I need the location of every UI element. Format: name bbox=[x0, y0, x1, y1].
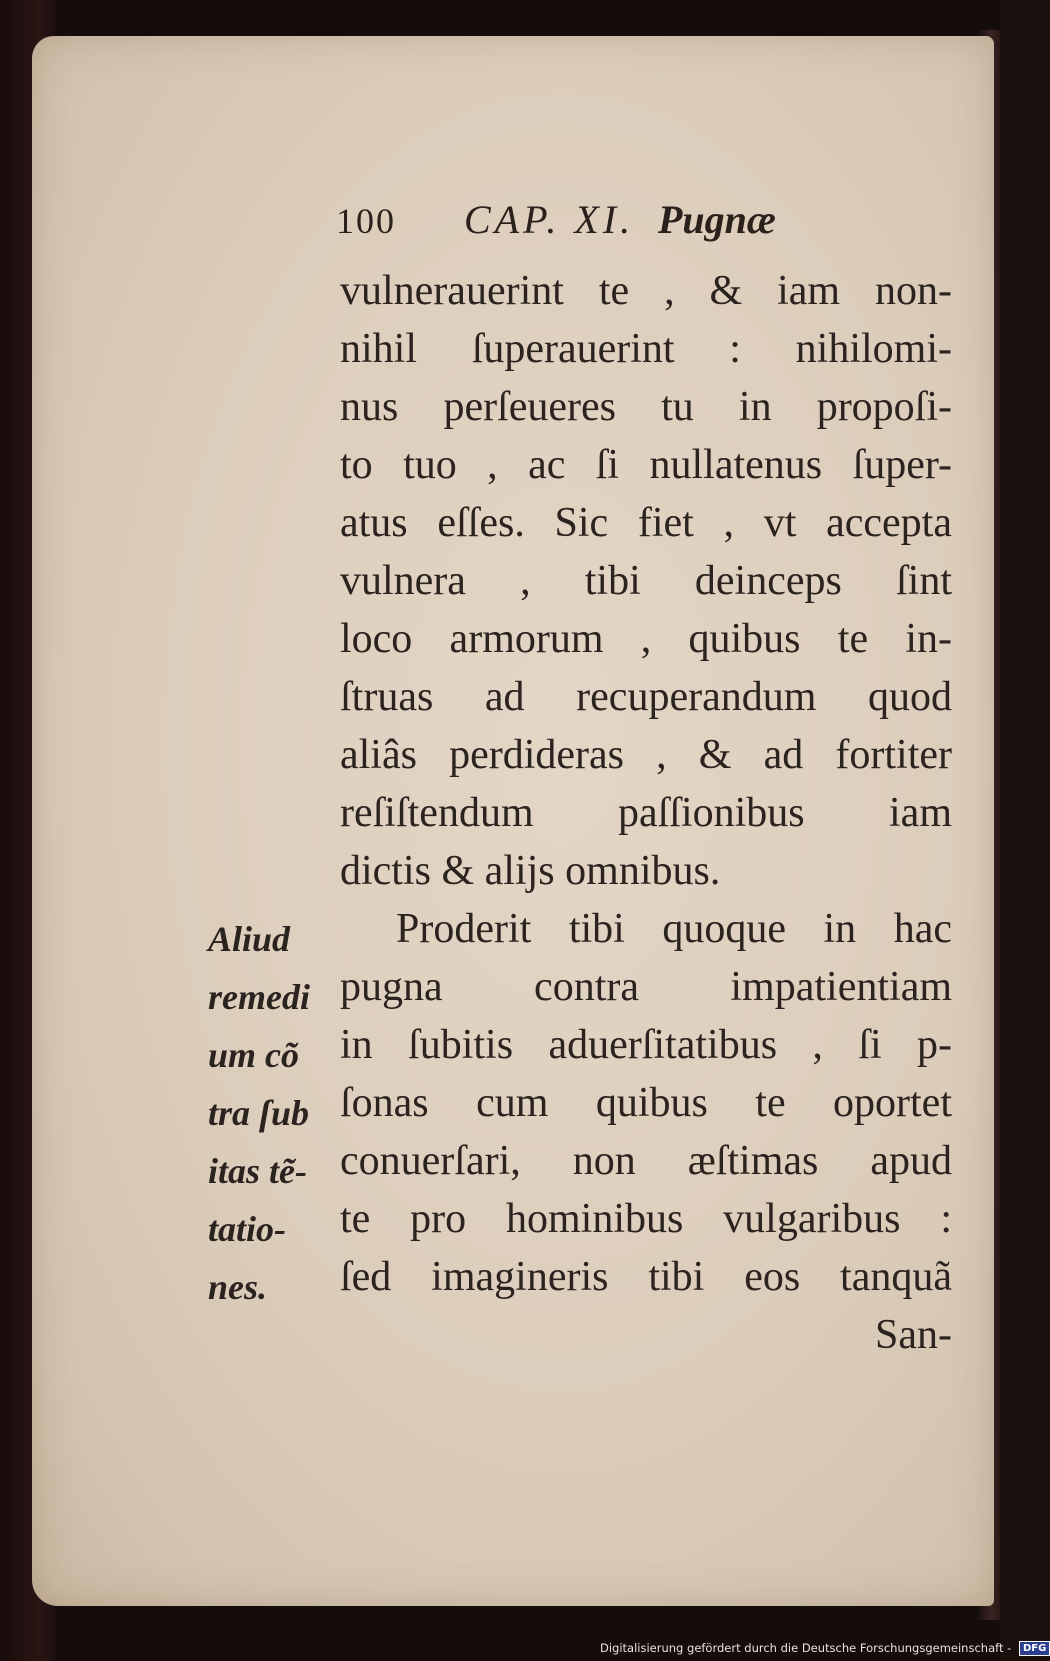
text-line: aliâs perdideras , & ad fortiter bbox=[340, 732, 952, 778]
dfg-logo-icon: DFG bbox=[1019, 1641, 1050, 1656]
text-line: vulnera , tibi deinceps ſint bbox=[340, 558, 952, 604]
catchword: San- bbox=[875, 1312, 952, 1358]
margin-note-line: Aliud bbox=[208, 919, 291, 959]
digitization-footer bbox=[600, 1641, 1047, 1659]
text-line: nus perſeueres tu in propoſi- bbox=[340, 384, 952, 430]
text-line: te pro hominibus vulgaribus : bbox=[340, 1196, 952, 1242]
chapter-label: CAP. XI. bbox=[464, 197, 635, 242]
text-line: dictis & alijs omnibus. bbox=[340, 848, 721, 894]
text-line: Proderit tibi quoque in hac bbox=[396, 906, 952, 952]
text-line: atus eſſes. Sic fiet , vt accepta bbox=[340, 500, 952, 546]
footer-credit: Digitalisierung gefördert durch die Deutsche Forschungsgemeinschaft - bbox=[600, 1641, 1012, 1655]
text-line: in ſubitis aduerſitatibus , ſi p- bbox=[340, 1022, 952, 1068]
body-text bbox=[340, 262, 952, 1364]
text-line: reſiſtendum paſſionibus iam bbox=[340, 790, 952, 836]
text-line: to tuo , ac ſi nullatenus ſuper- bbox=[340, 442, 952, 488]
margin-note-line: nes. bbox=[208, 1267, 268, 1307]
margin-note-line: itas tẽ- bbox=[208, 1151, 307, 1191]
page-number: 100 bbox=[336, 201, 396, 241]
text-line: ſed imagineris tibi eos tanquã bbox=[340, 1254, 952, 1300]
text-line: conuerſari, non æſtimas apud bbox=[340, 1138, 952, 1184]
margin-note bbox=[208, 910, 338, 1316]
margin-note-line: um cõ bbox=[208, 1035, 300, 1075]
margin-note-line: remedi bbox=[208, 977, 310, 1017]
text-line: vulnerauerint te , & iam non- bbox=[340, 268, 952, 314]
text-line: ſtruas ad recuperandum quod bbox=[340, 674, 952, 720]
text-line: pugna contra impatientiam bbox=[340, 964, 952, 1010]
margin-note-line: tatio- bbox=[208, 1209, 286, 1249]
running-title: Pugnæ bbox=[658, 197, 776, 242]
text-line: ſonas cum quibus te oportet bbox=[340, 1080, 952, 1126]
margin-note-line: tra ſub bbox=[208, 1093, 310, 1133]
text-line: nihil ſuperauerint : nihilomi- bbox=[340, 326, 952, 372]
page-header bbox=[336, 196, 826, 256]
text-line: loco armorum , quibus te in- bbox=[340, 616, 952, 662]
